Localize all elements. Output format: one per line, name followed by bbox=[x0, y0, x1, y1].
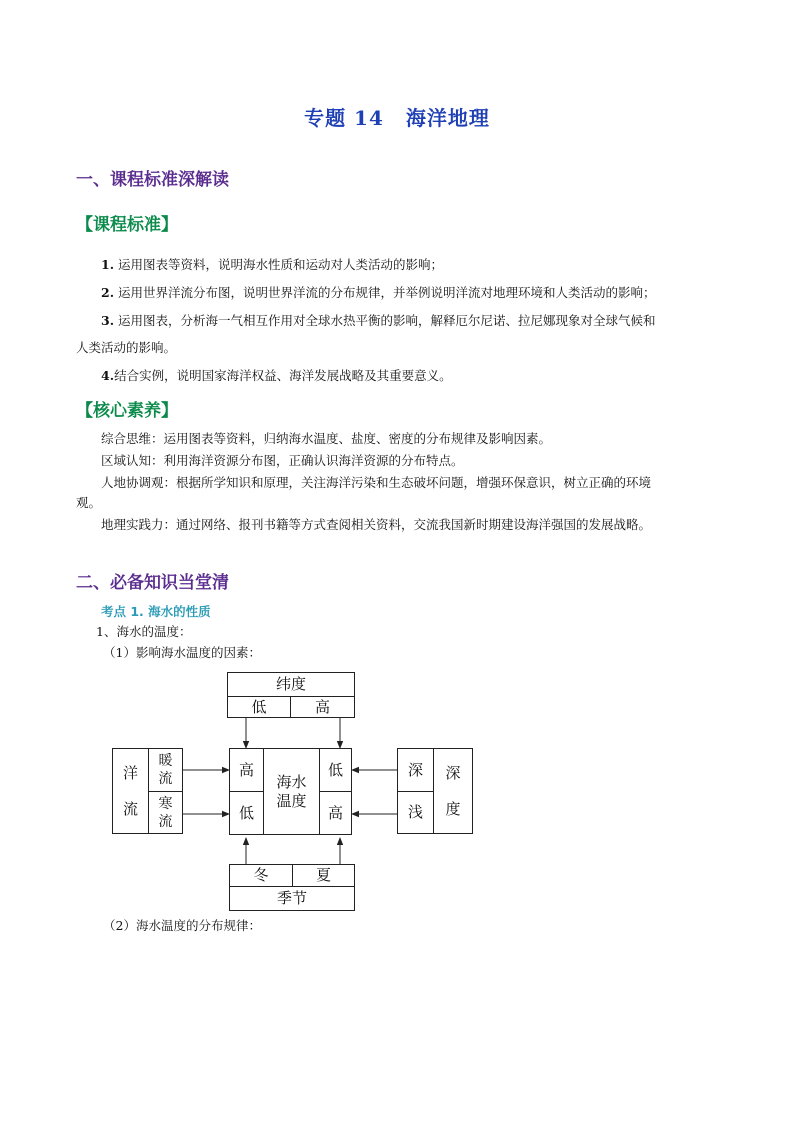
sea-water-temperature: 海水温度 bbox=[263, 748, 320, 835]
literacy-1: 综合思维：运用图表等资料，归纳海水温度、盐度、密度的分布规律及影响因素。 bbox=[101, 431, 552, 446]
item-1-2: （2）海水温度的分布规律： bbox=[103, 918, 261, 933]
item-1: 1、海水的温度： bbox=[96, 624, 192, 639]
depth-deep: 深 bbox=[397, 748, 434, 792]
standard-4: 4.结合实例，说明国家海洋权益、海洋发展战略及其重要意义。 bbox=[101, 368, 452, 383]
literacy-3-cont: 观。 bbox=[76, 495, 102, 510]
curriculum-standard-heading: 【课程标准】 bbox=[76, 215, 178, 235]
cold-current: 寒流 bbox=[148, 791, 183, 834]
ocean-current-label: 洋 流 bbox=[112, 748, 149, 834]
core-literacy-heading: 【核心素养】 bbox=[76, 401, 178, 421]
standard-3-cont: 人类活动的影响。 bbox=[76, 340, 177, 355]
key-point-1: 考点 1. 海水的性质 bbox=[101, 604, 211, 619]
season-winter: 冬 bbox=[229, 864, 293, 887]
item-1-1: （1）影响海水温度的因素： bbox=[103, 645, 261, 660]
center-right-bottom: 高 bbox=[319, 791, 352, 835]
standard-1: 1. 运用图表等资料，说明海水性质和运动对人类活动的影响； bbox=[101, 257, 444, 272]
literacy-3: 人地协调观：根据所学知识和原理，关注海洋污染和生态破坏问题，增强环保意识，树立正确的环境 bbox=[101, 475, 652, 490]
season-label: 季节 bbox=[229, 886, 355, 911]
standard-2: 2. 运用世界洋流分布图，说明世界洋流的分布规律，并举例说明洋流对地理环境和人类活动的影响； bbox=[101, 285, 656, 300]
latitude-high: 高 bbox=[290, 696, 355, 718]
section-heading-2: 二、必备知识当堂清 bbox=[76, 573, 229, 593]
depth-label: 深 度 bbox=[433, 748, 473, 834]
section-heading-1: 一、课程标准深解读 bbox=[76, 170, 229, 190]
center-right-top: 低 bbox=[319, 748, 352, 792]
center-left-bottom: 低 bbox=[229, 791, 264, 835]
center-left-top: 高 bbox=[229, 748, 264, 792]
literacy-2: 区域认知：利用海洋资源分布图，正确认识海洋资源的分布特点。 bbox=[101, 453, 464, 468]
literacy-4: 地理实践力：通过网络、报刊书籍等方式查阅相关资料，交流我国新时期建设海洋强国的发展战略。 bbox=[101, 517, 652, 532]
latitude-label: 纬度 bbox=[227, 672, 355, 697]
warm-current: 暖流 bbox=[148, 748, 183, 792]
latitude-low: 低 bbox=[227, 696, 291, 718]
title-main: 海洋地理 bbox=[405, 106, 490, 130]
depth-shallow: 浅 bbox=[397, 791, 434, 834]
standard-3: 3. 运用图表，分析海一气相互作用对全球水热平衡的影响，解释厄尔尼诺、拉尼娜现象对全球气候和 bbox=[101, 313, 656, 328]
season-summer: 夏 bbox=[292, 864, 355, 887]
title-prefix: 专题 14 bbox=[304, 106, 384, 130]
